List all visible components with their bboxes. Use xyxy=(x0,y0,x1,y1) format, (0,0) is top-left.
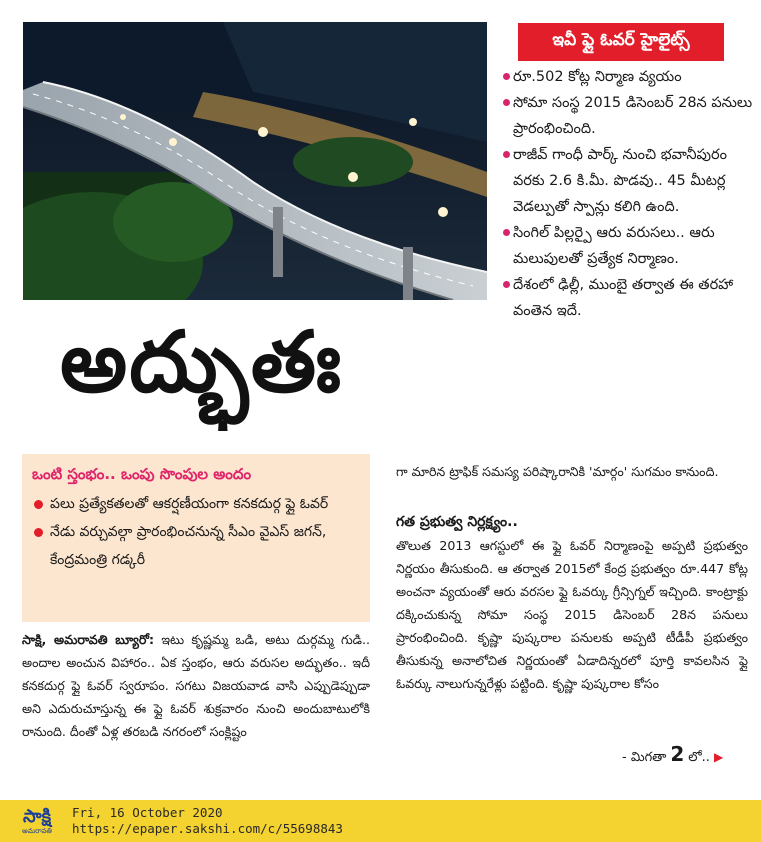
subheadline-box xyxy=(22,454,370,622)
subheadline-list xyxy=(32,490,360,574)
continued-note[interactable] xyxy=(622,744,723,768)
continued-suffix: లో.. xyxy=(688,750,710,765)
highlight-item: రూ.502 కోట్ల నిర్మాణ వ్యయం xyxy=(503,64,753,90)
footer-date: Fri, 16 October 2020 xyxy=(72,805,223,820)
highlights-list xyxy=(503,64,753,324)
subheadline-item: నేడు వర్చువల్గా ప్రారంభించనున్న సీఎం వైఎస్ జగన్, కేంద్రమంత్రి గడ్కరీ xyxy=(32,518,360,574)
dateline: సాక్షి, అమరావతి బ్యూరో: xyxy=(22,632,155,647)
article-subhead: గత ప్రభుత్వ నిర్లక్ష్యం.. xyxy=(396,514,518,530)
article-column-left xyxy=(22,628,370,743)
sakshi-logo[interactable] xyxy=(8,804,66,838)
flyover-night-illustration xyxy=(23,22,487,300)
subheadline-item: పలు ప్రత్యేకతలతో ఆకర్షణీయంగా కనకదుర్గ ఫ్లై ఓవర్ xyxy=(32,490,360,518)
headline: అద్భుతః xyxy=(60,313,343,411)
highlights-title: ఇవీ ఫ్లై ఓవర్ హైలైట్స్ xyxy=(518,23,724,61)
triangle-right-icon: ▶ xyxy=(713,750,724,764)
footer-url[interactable]: https://epaper.sakshi.com/c/55698843 xyxy=(72,821,343,836)
footer-bar xyxy=(0,800,761,842)
highlight-item: సోమా సంస్థ 2015 డిసెంబర్ 28న పనులు ప్రారంభించింది. xyxy=(503,90,753,142)
article-text-left: ఇటు కృష్ణమ్మ ఒడి, అటు దుర్గమ్మ గుడి.. అందాల అంచున విహారం.. ఏక స్తంభం, ఆరు వరుసల అద్భుతం.. ఇదీ కనకదుర్గ ఫ్లై ఓవర్ స్వరూపం. సగటు విజయవాడ వాసి ఎప్పుడెప్పుడా అని ఎదురుచూస్తున్న ఈ ఫ్లై ఓవర్ శుక్రవారం నుంచి అందుబాటులోకి రానుంది. దీంతో ఏళ్ల తరబడి నగరంలో సంక్లిష్టం xyxy=(22,632,370,739)
subheadline-title: ఒంటి స్తంభం.. ఒంపు సొంపుల అందం xyxy=(32,465,252,483)
highlight-item: సింగిల్ పిల్లర్పై ఆరు వరుసలు.. ఆరు మలుపులతో ప్రత్యేక నిర్మాణం. xyxy=(503,220,753,272)
continued-prefix: - మిగతా xyxy=(622,750,667,765)
flyover-photo xyxy=(23,22,487,300)
highlight-item: దేశంలో ఢిల్లీ, ముంబై తర్వాత ఈ తరహా వంతెన ఇదే. xyxy=(503,272,753,324)
logo-mark: సాక్షి xyxy=(23,805,51,827)
highlight-item: రాజీవ్ గాంధీ పార్క్ నుంచి భవానీపురం వరకు 2.6 కి.మీ. పొడవు.. 45 మీటర్ల వెడల్పుతో స్పాన్లు కలిగి ఉంది. xyxy=(503,142,753,220)
continued-page-number: 2 xyxy=(670,742,685,766)
logo-edition: అమరావతి xyxy=(22,826,52,835)
article-text-right: తొలుత 2013 ఆగస్టులో ఈ ఫ్లై ఓవర్ నిర్మాణంపై అప్పటి ప్రభుత్వం నిర్ణయం తీసుకుంది. ఆ తర్వాత 2015లో కేంద్ర ప్రభుత్వం రూ.447 కోట్ల అంచనా వ్యయంతో ఆరు వరసల ఫ్లై ఓవర్కు గ్రీన్సిగ్నల్ ఇచ్చింది. కాంట్రాక్టు దక్కించుకున్న సోమా సంస్థ 2015 డిసెంబర్ 28న పనులు ప్రారంభించింది. కృష్ణా పుష్కరాల పనులకు అప్పటి టీడీపీ ప్రభుత్వం తీసుకున్న అనాలోచిత నిర్ణయంతో ఏడాదిన్నరలో పూర్తి కావలసిన ఫ్లై ఓవర్కు నాలుగున్నరేళ్లు పట్టింది. కృష్ణా పుష్కరాల కోసం xyxy=(396,538,748,691)
footer-info xyxy=(72,805,343,837)
article-text-right-top: గా మారిన ట్రాఫిక్ సమస్య పరిష్కారానికి 'మార్గం' సుగమం కానుంది. xyxy=(396,464,719,479)
